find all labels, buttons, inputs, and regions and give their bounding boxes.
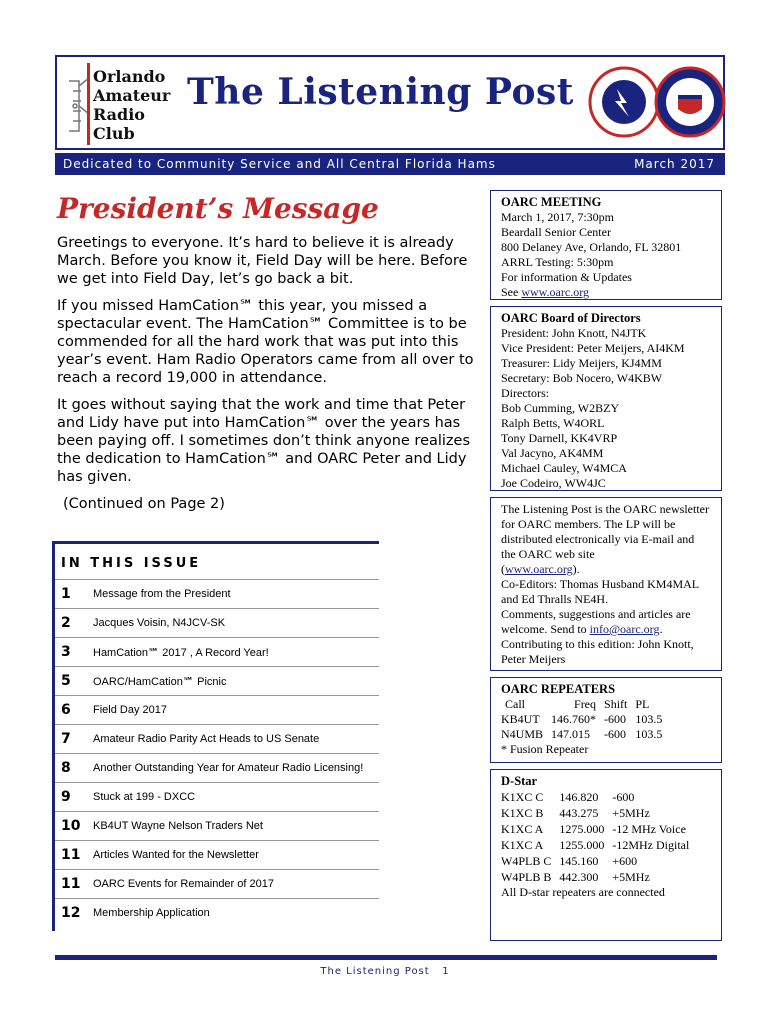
issue-item[interactable] <box>55 637 379 666</box>
in-this-issue <box>52 541 379 931</box>
meeting-line: March 1, 2017, 7:30pm <box>501 210 614 224</box>
cell: 145.160 <box>559 854 599 868</box>
issue-page: 12 <box>61 905 81 921</box>
continued-note: (Continued on Page 2) <box>63 496 225 512</box>
issue-item[interactable] <box>55 840 379 869</box>
board-line: Treasurer: Lidy Meijers, KJ4MM <box>501 356 662 370</box>
cell: +5MHz <box>612 870 650 884</box>
cell: -12MHz Digital <box>612 838 690 852</box>
cell: 146.760* <box>551 712 597 726</box>
table-row <box>501 837 697 853</box>
issue-title: Another Outstanding Year for Amateur Radio Licensing! <box>93 762 364 774</box>
repeaters-table <box>501 697 670 742</box>
cell: K1XC C <box>501 790 544 804</box>
board-line: Ralph Betts, W4ORL <box>501 416 605 430</box>
issue-page: 6 <box>61 702 71 718</box>
table-row <box>501 805 697 821</box>
col-freq: Freq <box>574 697 597 711</box>
tagline-bar <box>55 153 725 175</box>
issue-page: 3 <box>61 644 71 660</box>
issue-item[interactable] <box>55 753 379 782</box>
comments-text: Comments, suggestions and articles are welcome. Send to <box>501 607 691 636</box>
website-link[interactable]: www.oarc.org <box>521 285 589 299</box>
cell: 147.015 <box>551 727 591 741</box>
issue-item[interactable] <box>55 811 379 840</box>
issue-page: 2 <box>61 615 71 631</box>
issue-page: 8 <box>61 760 71 776</box>
cell: K1XC A <box>501 822 544 836</box>
board-line: President: John Knott, N4JTK <box>501 326 647 340</box>
table-header <box>501 697 670 712</box>
issue-title: Field Day 2017 <box>93 704 167 716</box>
cell: 103.5 <box>635 727 663 741</box>
page-footer <box>0 966 770 977</box>
cell: W4PLB C <box>501 854 552 868</box>
editors-text: Co-Editors: Thomas Husband KM4MAL and Ed Thralls NE4H. <box>501 577 699 606</box>
dstar-box <box>490 769 722 941</box>
meeting-line: ARRL Testing: 5:30pm <box>501 255 614 269</box>
table-row <box>501 712 670 727</box>
meeting-box <box>490 190 722 300</box>
cell: K1XC B <box>501 806 544 820</box>
site-link[interactable]: www.oarc.org <box>505 562 573 576</box>
logo-line-2: Amateur <box>93 86 171 105</box>
table-row <box>501 869 697 885</box>
tagline: Dedicated to Community Service and All Central Florida Hams <box>63 157 496 171</box>
board-box <box>490 306 722 491</box>
cell: -600 <box>604 727 627 741</box>
issue-page: 5 <box>61 673 71 689</box>
footer-rule <box>55 955 717 960</box>
repeaters-box <box>490 677 722 763</box>
meeting-heading: OARC MEETING <box>501 195 602 209</box>
board-line: Michael Cauley, W4MCA <box>501 461 627 475</box>
board-line: Secretary: Bob Nocero, W4KBW <box>501 371 663 385</box>
dstar-table <box>501 789 697 885</box>
logo-text <box>93 67 170 143</box>
logo-line-4: Club <box>93 124 135 143</box>
col-pl: PL <box>635 697 650 711</box>
issue-item[interactable] <box>55 724 379 753</box>
issue-page: 10 <box>61 818 81 834</box>
issue-heading: IN THIS ISSUE <box>61 556 202 571</box>
table-row <box>501 853 697 869</box>
cell: -12 MHz Voice <box>612 822 686 836</box>
ares-seal-icon <box>587 65 661 139</box>
cell: 443.275 <box>559 806 599 820</box>
email-link[interactable]: info@oarc.org <box>589 622 660 636</box>
letter-paragraph: If you missed HamCation℠ this year, you missed a spectacular event. The HamCation℠ Committee is to be commended for all the hard work that was put into this year’s event. Ham Radio Operators came from all over to reach a record 19,000 in attendance. <box>57 298 474 386</box>
issue-title: HamCation℠ 2017 , A Record Year! <box>93 646 269 659</box>
masthead <box>55 55 725 150</box>
cell: -600 <box>604 712 627 726</box>
page-number: 1 <box>442 966 450 977</box>
cell: +5MHz <box>612 806 650 820</box>
dstar-heading: D-Star <box>501 774 538 788</box>
issue-page: 11 <box>61 876 81 892</box>
repeaters-heading: OARC REPEATERS <box>501 682 616 696</box>
board-heading: OARC Board of Directors <box>501 311 641 325</box>
meeting-line: For information & Updates <box>501 270 632 284</box>
issue-page: 7 <box>61 731 71 747</box>
board-line: Vice President: Peter Meijers, AI4KM <box>501 341 685 355</box>
issue-title: Message from the President <box>93 588 231 600</box>
about-box: The Listening Post is the OARC newsletter for OARC members. The LP will be distributed electronically via E-mail and the OARC web site (www.oarc.org). Co-Editors: Thomas Husband KM4MAL and Ed Thralls NE4H. Comments, suggestions and articles are welcome. Send to info@oarc.org. Contributing to this edition: John Knott, Peter Meijers <box>490 497 722 671</box>
col-call: Call <box>505 697 525 711</box>
issue-top-rule <box>55 541 379 544</box>
about-text: The Listening Post is the OARC newsletter for OARC members. The LP will be distributed electronically via E-mail and the OARC web site <box>501 502 709 561</box>
dstar-note: All D-star repeaters are connected <box>501 885 665 899</box>
issue-title: Stuck at 199 - DXCC <box>93 791 196 803</box>
cell: 442.300 <box>559 870 599 884</box>
cell: 146.820 <box>559 790 599 804</box>
logo-line-3: Radio <box>93 105 145 124</box>
fusion-note: * Fusion Repeater <box>501 742 589 756</box>
board-line: Directors: <box>501 386 549 400</box>
logo-line-1: Orlando <box>93 67 166 86</box>
issue-title: Membership Application <box>93 907 210 919</box>
issue-title: Amateur Radio Parity Act Heads to US Senate <box>93 733 320 745</box>
cell: K1XC A <box>501 838 544 852</box>
board-line: Tony Darnell, KK4VRP <box>501 431 618 445</box>
races-seal-icon <box>653 65 727 139</box>
issue-title: OARC/HamCation℠ Picnic <box>93 675 227 688</box>
cell: +600 <box>612 854 638 868</box>
issue-item[interactable] <box>55 579 379 608</box>
issue-title: Articles Wanted for the Newsletter <box>93 849 259 861</box>
issue-title: OARC Events for Remainder of 2017 <box>93 878 274 890</box>
footer-title: The Listening Post <box>320 966 430 977</box>
cell: N4UMB <box>501 727 544 741</box>
issue-page: 11 <box>61 847 81 863</box>
board-line: Val Jacyno, AK4MM <box>501 446 604 460</box>
cell: -600 <box>612 790 635 804</box>
issue-item[interactable] <box>55 695 379 724</box>
issue-title: KB4UT Wayne Nelson Traders Net <box>93 820 263 832</box>
meeting-line: 800 Delaney Ave, Orlando, FL 32801 <box>501 240 682 254</box>
issue-title: Jacques Voisin, N4JCV-SK <box>93 617 226 629</box>
issue-item[interactable] <box>55 666 379 695</box>
issue-date: March 2017 <box>634 157 715 171</box>
table-row <box>501 727 670 742</box>
board-line: Joe Codeiro, WW4JC <box>501 476 606 490</box>
issue-page: 9 <box>61 789 71 805</box>
contributors-text: Contributing to this edition: John Knott, Peter Meijers <box>501 637 694 666</box>
issue-page: 1 <box>61 586 71 602</box>
issue-item[interactable] <box>55 782 379 811</box>
cell: W4PLB B <box>501 870 552 884</box>
issue-item[interactable] <box>55 608 379 637</box>
board-line: Bob Cumming, W2BZY <box>501 401 620 415</box>
letter-paragraph: Greetings to everyone. It’s hard to believe it is already March. Before you know it, Field Day will be here. Before we get into Field Day, let’s go back a bit. <box>57 235 468 287</box>
see-label: See <box>501 285 522 299</box>
letter-paragraph: It goes without saying that the work and time that Peter and Lidy have put into HamCation℠ over the years has been paying off. I sometimes don’t think anyone realizes the dedication to HamCation℠ and OARC Peter and Lidy has given. <box>57 397 471 485</box>
cell: 1275.000 <box>559 822 605 836</box>
table-row <box>501 789 697 805</box>
cell: 103.5 <box>635 712 663 726</box>
issue-item[interactable] <box>55 869 379 898</box>
issue-item[interactable] <box>55 898 379 927</box>
cell: 1255.000 <box>559 838 605 852</box>
meeting-line: Beardall Senior Center <box>501 225 611 239</box>
issue-list <box>55 579 379 927</box>
table-row <box>501 821 697 837</box>
newsletter-title: The Listening Post <box>187 71 574 113</box>
president-letter <box>57 234 477 522</box>
cell: KB4UT <box>501 712 540 726</box>
club-logo <box>65 61 180 147</box>
president-heading: President’s Message <box>57 192 379 225</box>
col-shift: Shift <box>604 697 628 711</box>
